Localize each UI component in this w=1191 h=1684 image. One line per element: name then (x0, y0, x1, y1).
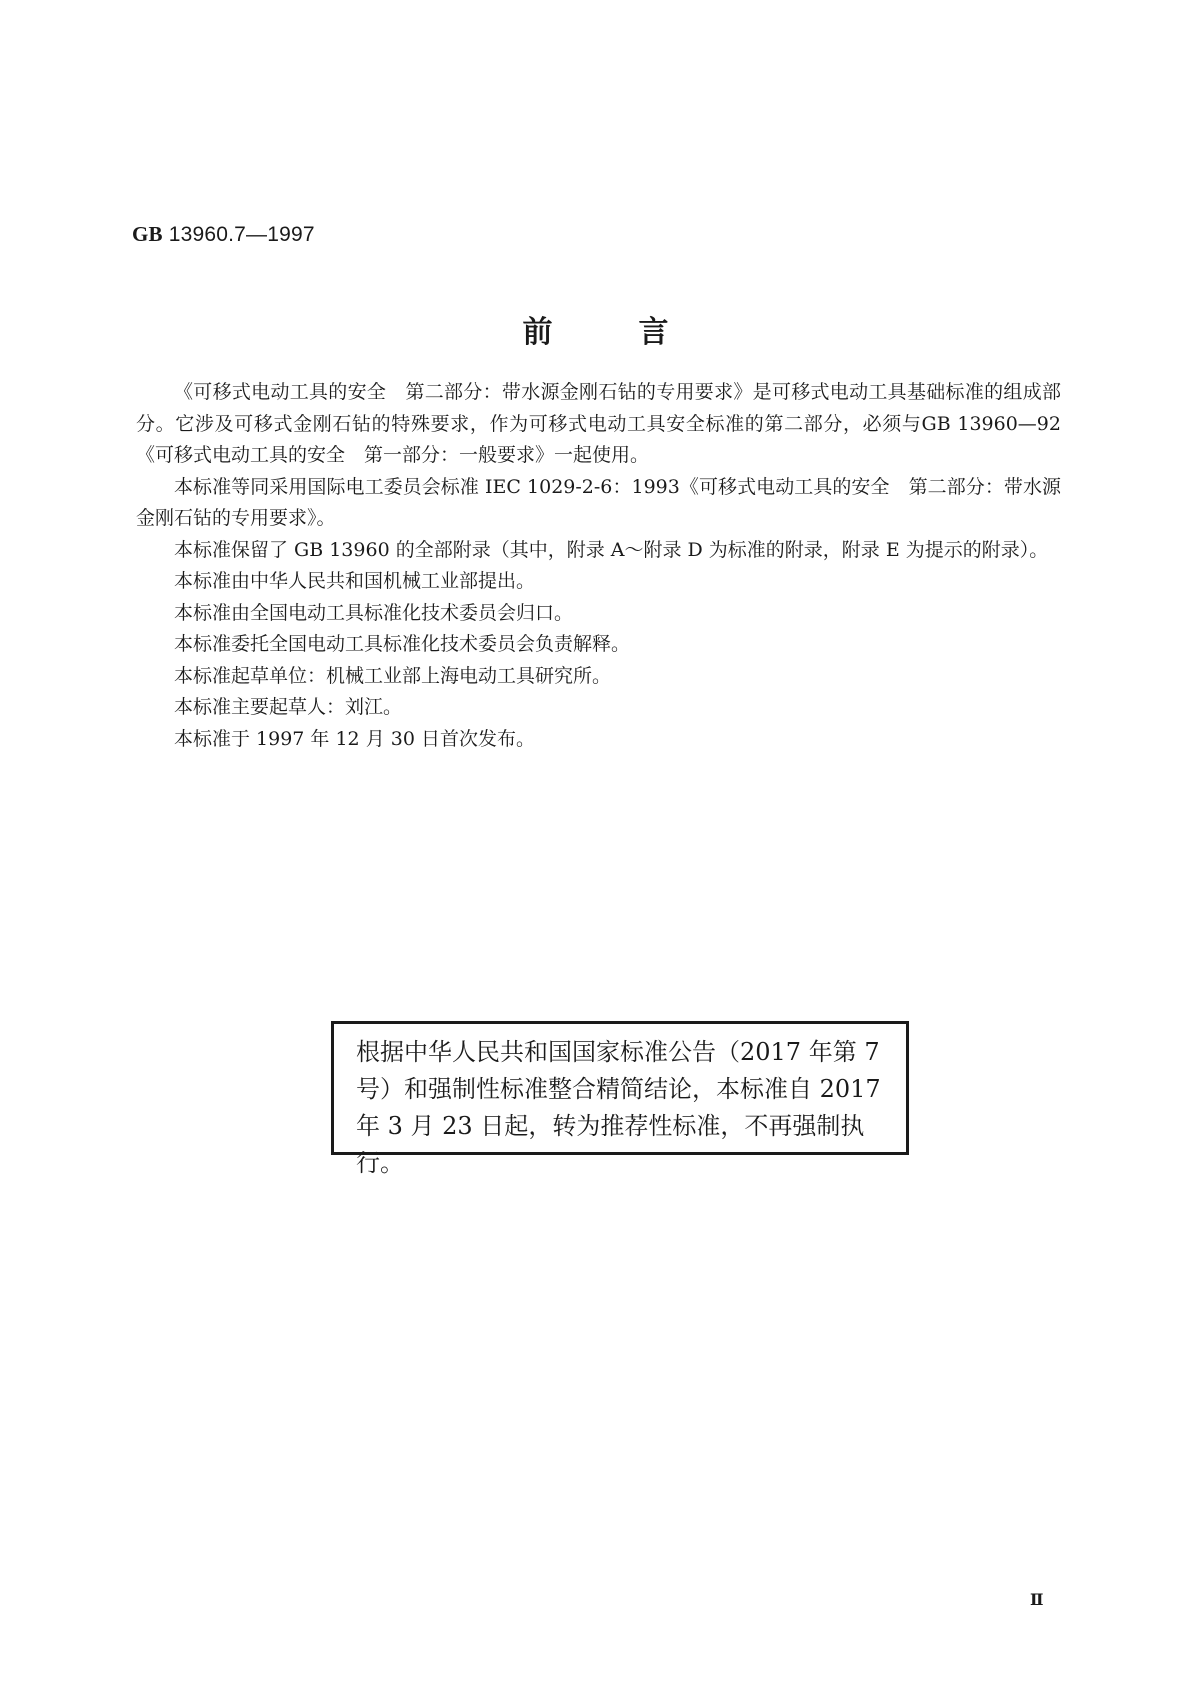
paragraph: 本标准起草单位：机械工业部上海电动工具研究所。 (174, 664, 612, 687)
paragraph: 本标准于 1997 年 12 月 30 日首次发布。 (174, 727, 535, 750)
paragraph: 本标准由全国电动工具标准化技术委员会归口。 (174, 601, 574, 624)
paragraph: 本标准等同采用国际电工委员会标准 IEC 1029-2-6：1993《可移式电动工具的安全 第二部分：带水源金刚石钻的专用要求》。 (136, 475, 1061, 529)
page-title: 前言 (522, 315, 755, 350)
paragraph: 本标准主要起草人：刘江。 (174, 696, 403, 718)
page-number: Ⅱ (1030, 1590, 1044, 1609)
paragraph: 本标准委托全国电动工具标准化技术委员会负责解释。 (174, 633, 631, 655)
standard-code (132, 222, 315, 247)
notice-text: 根据中华人民共和国国家标准公告（2017 年第 7 号）和强制性标准整合精简结论，本标准自 2017 年 3 月 23 日起，转为推荐性标准，不再强制执行。 (356, 1038, 881, 1177)
notice-box (331, 1021, 909, 1177)
paragraph: 本标准保留了 GB 13960 的全部附录（其中，附录 A～附录 D 为标准的附录，附录 E 为提示的附录）。 (174, 538, 1049, 561)
foreword-body (136, 377, 1061, 755)
standard-number: 13960.7—1997 (168, 223, 315, 246)
paragraph: 《可移式电动工具的安全 第二部分：带水源金刚石钻的专用要求》是可移式电动工具基础标准的组成部分。它涉及可移式金刚石钻的特殊要求，作为可移式电动工具安全标准的第二部分，必须与GB 13960—92《可移式电动工具的安全 第一部分：一般要求》一起使用。 (136, 381, 1061, 466)
standard-prefix: GB (132, 222, 163, 246)
paragraph: 本标准由中华人民共和国机械工业部提出。 (174, 570, 536, 592)
